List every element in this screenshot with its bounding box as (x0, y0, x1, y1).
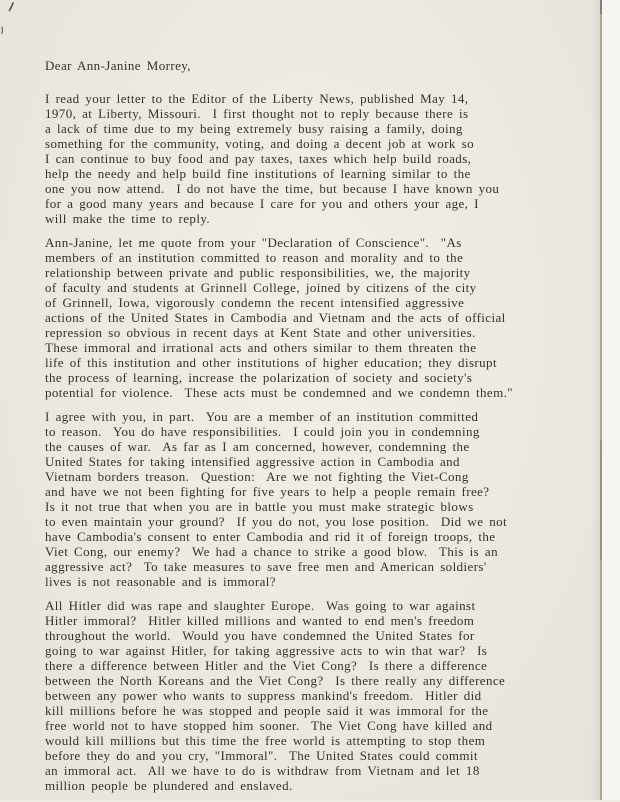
letter-line: throughout the world. Would you have condemned the United States for (45, 628, 475, 643)
letter-line: I can continue to buy food and pay taxes, taxes which help build roads, (45, 151, 472, 166)
letter-line: actions of the United States in Cambodia and Vietnam and the acts of official (45, 310, 506, 325)
letter-line: potential for violence. These acts must be condemned and we condemn them." (45, 385, 513, 400)
scan-edge-shadow (590, 0, 600, 800)
letter-line: something for the community, voting, and doing a decent job at work so (45, 136, 475, 151)
letter-line: Vietnam borders treason. Question: Are we not fighting the Viet-Cong (45, 469, 469, 484)
letter-line: would kill millions but this time the free world is attempting to stop them (45, 733, 486, 748)
letter-line: I agree with you, in part. You are a member of an institution committed (45, 409, 479, 424)
letter-line: 1970, at Liberty, Missouri. I first thought not to reply because there is (45, 106, 469, 121)
letter-line: million people be plundered and enslaved. (45, 778, 293, 793)
letter-line: to reason. You do have responsibilities. I could join you in condemning (45, 424, 480, 439)
letter-line: All Hitler did was rape and slaughter Europe. Was going to war against (45, 598, 476, 613)
letter-line: relationship between private and public responsibilities, we, the majority (45, 265, 471, 280)
letter-line: will make the time to reply. (45, 211, 211, 226)
letter-line: lives is not reasonable and is immoral? (45, 574, 276, 589)
letter-line: repression so obvious in recent days at Kent State and other universities. (45, 325, 476, 340)
letter-line: an immoral act. All we have to do is withdraw from Vietnam and let 18 (45, 763, 480, 778)
letter-line: between any power who wants to suppress mankind's freedom. Hitler did (45, 688, 482, 703)
letter-line: Is it not true that when you are in battle you must make strategic blows (45, 499, 474, 514)
letter-line: the causes of war. As far as I am concerned, however, condemning the (45, 439, 470, 454)
scan-edge-strip (602, 0, 620, 800)
letter-paragraph (45, 235, 585, 400)
letter-line: members of an institution committed to reason and morality and to the (45, 250, 464, 265)
pen-mark-icon (0, 0, 22, 44)
letter-line: to even maintain your ground? If you do not, you lose position. Did we not (45, 514, 508, 529)
salutation: Dear Ann-Janine Morrey, (45, 58, 191, 73)
letter-line: before they do and you cry, "Immoral". The United States could commit (45, 748, 478, 763)
letter-line: United States for taking intensified aggressive action in Cambodia and (45, 454, 460, 469)
letter-line: one you now attend. I do not have the time, but because I have known you (45, 181, 500, 196)
letter-line: free world not to have stopped him sooner. The Viet Cong have killed and (45, 718, 493, 733)
letter-line: help the needy and help build fine institutions of learning similar to the (45, 166, 471, 181)
letter-paragraph (45, 598, 585, 793)
letter-line: of Grinnell, Iowa, vigorously condemn the recent intensified aggressive (45, 295, 465, 310)
letter-document (45, 58, 585, 802)
letter-line: for a good many years and because I care for you and others your age, I (45, 196, 479, 211)
letter-line: the process of learning, increase the polarization of society and society's (45, 370, 473, 385)
letter-line: of faculty and students at Grinnell College, joined by citizens of the city (45, 280, 477, 295)
letter-line: have Cambodia's consent to enter Cambodia and rid it of foreign troops, the (45, 529, 496, 544)
letter-body (45, 91, 585, 793)
letter-line: These immoral and irrational acts and others similar to them threaten the (45, 340, 477, 355)
letter-line: and have we not been fighting for five years to help a people remain free? (45, 484, 490, 499)
letter-line: a lack of time due to my being extremely busy raising a family, doing (45, 121, 463, 136)
letter-line: Ann-Janine, let me quote from your "Declaration of Conscience". "As (45, 235, 462, 250)
letter-line: aggressive act? To take measures to save free men and American soldiers' (45, 559, 487, 574)
letter-line: kill millions before he was stopped and people said it was immoral for the (45, 703, 489, 718)
letter-line: life of this institution and other institutions of higher education; they disrupt (45, 355, 497, 370)
letter-line: going to war against Hitler, for taking aggressive acts to win that war? Is (45, 643, 488, 658)
letter-line: I read your letter to the Editor of the Liberty News, published May 14, (45, 91, 469, 106)
letter-line: Viet Cong, our enemy? We had a chance to strike a good blow. This is an (45, 544, 498, 559)
letter-line: Hitler immoral? Hitler killed millions and wanted to end men's freedom (45, 613, 475, 628)
letter-paragraph (45, 409, 585, 589)
letter-line: between the North Koreans and the Viet Cong? Is there really any difference (45, 673, 506, 688)
letter-paragraph (45, 91, 585, 226)
letter-line: there a difference between Hitler and the Viet Cong? Is there a difference (45, 658, 488, 673)
